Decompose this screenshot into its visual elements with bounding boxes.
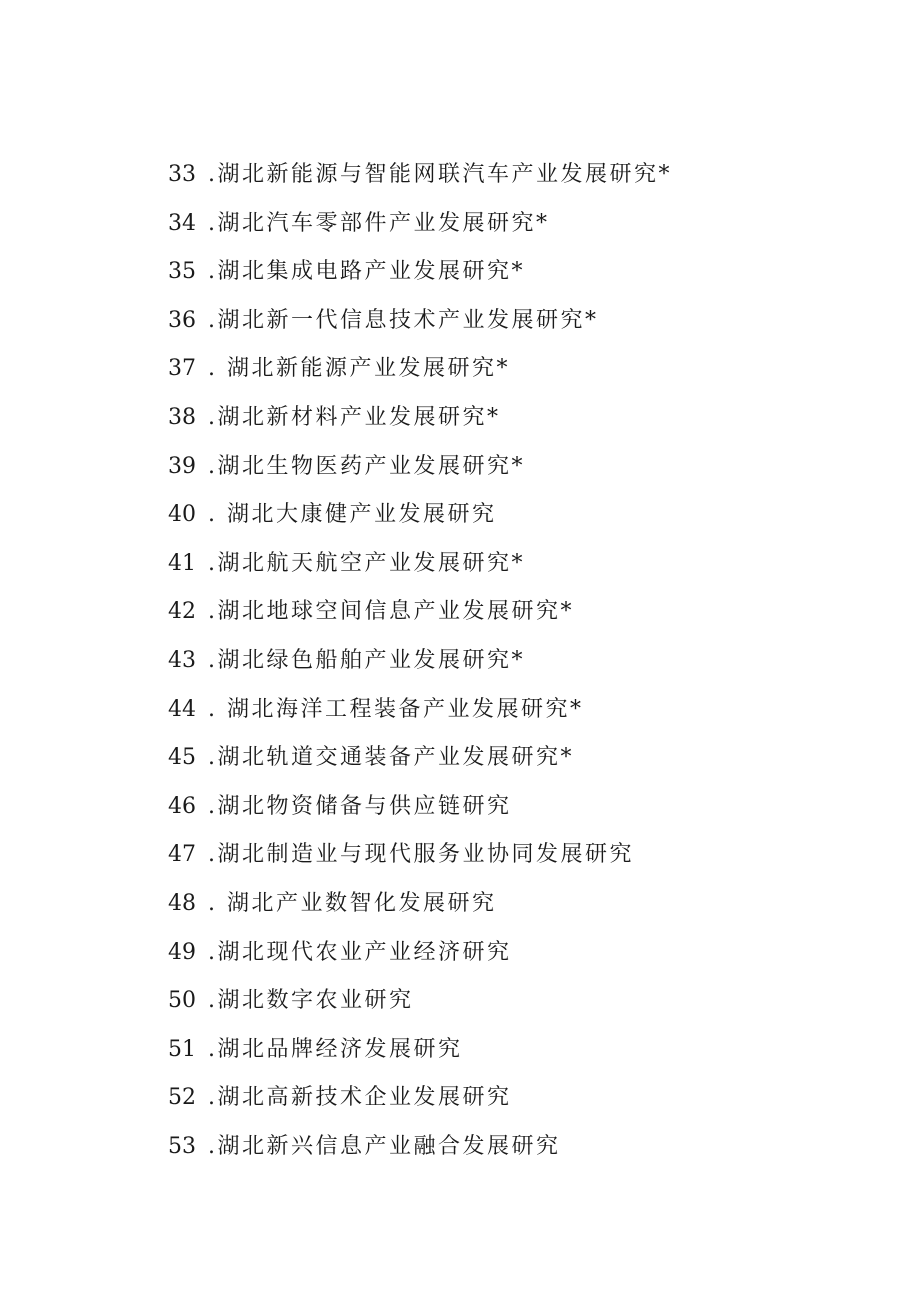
- list-item: [168, 443, 672, 492]
- item-number: 45: [168, 745, 196, 771]
- list-item: [168, 783, 672, 832]
- list-item: [168, 734, 672, 783]
- list-item: [168, 831, 672, 880]
- item-number: 47: [168, 842, 196, 868]
- item-number: 42: [168, 599, 196, 625]
- item-text: . 湖北新能源产业发展研究*: [208, 356, 510, 382]
- item-number: 34: [168, 210, 196, 236]
- item-text: .湖北汽车零部件产业发展研究*: [208, 210, 550, 236]
- list-item: [168, 345, 672, 394]
- list-item: [168, 1026, 672, 1075]
- item-text: .湖北地球空间信息产业发展研究*: [208, 599, 574, 625]
- item-number: 50: [168, 988, 196, 1014]
- list-item: [168, 151, 672, 200]
- item-number: 48: [168, 890, 196, 916]
- list-item: [168, 929, 672, 978]
- item-number: 33: [168, 162, 196, 187]
- list-item: [168, 1123, 672, 1172]
- item-number: 51: [168, 1036, 196, 1062]
- list-item: [168, 686, 672, 735]
- list-item: [168, 200, 672, 249]
- list-item: [168, 880, 672, 929]
- research-topic-list: [168, 151, 672, 1171]
- item-text: .湖北绿色船舶产业发展研究*: [208, 647, 525, 673]
- item-text: .湖北集成电路产业发展研究*: [208, 259, 525, 285]
- item-text: . 湖北大康健产业发展研究: [208, 502, 497, 528]
- list-item: [168, 297, 672, 346]
- item-text: .湖北新材料产业发展研究*: [208, 404, 501, 430]
- item-text: .湖北新兴信息产业融合发展研究: [208, 1133, 561, 1159]
- item-number: 49: [168, 939, 196, 965]
- item-number: 36: [168, 307, 196, 333]
- item-text: .湖北航天航空产业发展研究*: [208, 550, 525, 576]
- list-item: [168, 491, 672, 540]
- item-number: 41: [168, 550, 196, 576]
- item-number: 52: [168, 1085, 196, 1111]
- item-text: .湖北新一代信息技术产业发展研究*: [208, 307, 599, 333]
- item-text: . 湖北海洋工程装备产业发展研究*: [208, 696, 584, 722]
- item-number: 46: [168, 793, 196, 819]
- item-number: 43: [168, 647, 196, 673]
- item-text: .湖北数字农业研究: [208, 988, 414, 1014]
- item-text: .湖北轨道交通装备产业发展研究*: [208, 745, 574, 771]
- item-text: .湖北高新技术企业发展研究: [208, 1085, 512, 1111]
- item-number: 38: [168, 404, 196, 430]
- item-number: 44: [168, 696, 196, 722]
- item-number: 37: [168, 356, 196, 382]
- list-item: [168, 977, 672, 1026]
- list-item: [168, 588, 672, 637]
- list-item: [168, 248, 672, 297]
- item-text: .湖北物资储备与供应链研究: [208, 793, 512, 819]
- list-item: [168, 1074, 672, 1123]
- item-text: .湖北新能源与智能网联汽车产业发展研究*: [208, 162, 672, 187]
- item-text: . 湖北产业数智化发展研究: [208, 890, 497, 916]
- list-item: [168, 637, 672, 686]
- item-text: .湖北生物医药产业发展研究*: [208, 453, 525, 479]
- item-number: 35: [168, 259, 196, 285]
- item-number: 53: [168, 1133, 196, 1159]
- item-text: .湖北品牌经济发展研究: [208, 1036, 463, 1062]
- item-text: .湖北现代农业产业经济研究: [208, 939, 512, 965]
- list-item: [168, 540, 672, 589]
- item-number: 40: [168, 502, 196, 528]
- item-number: 39: [168, 453, 196, 479]
- list-item: [168, 394, 672, 443]
- item-text: .湖北制造业与现代服务业协同发展研究: [208, 842, 634, 868]
